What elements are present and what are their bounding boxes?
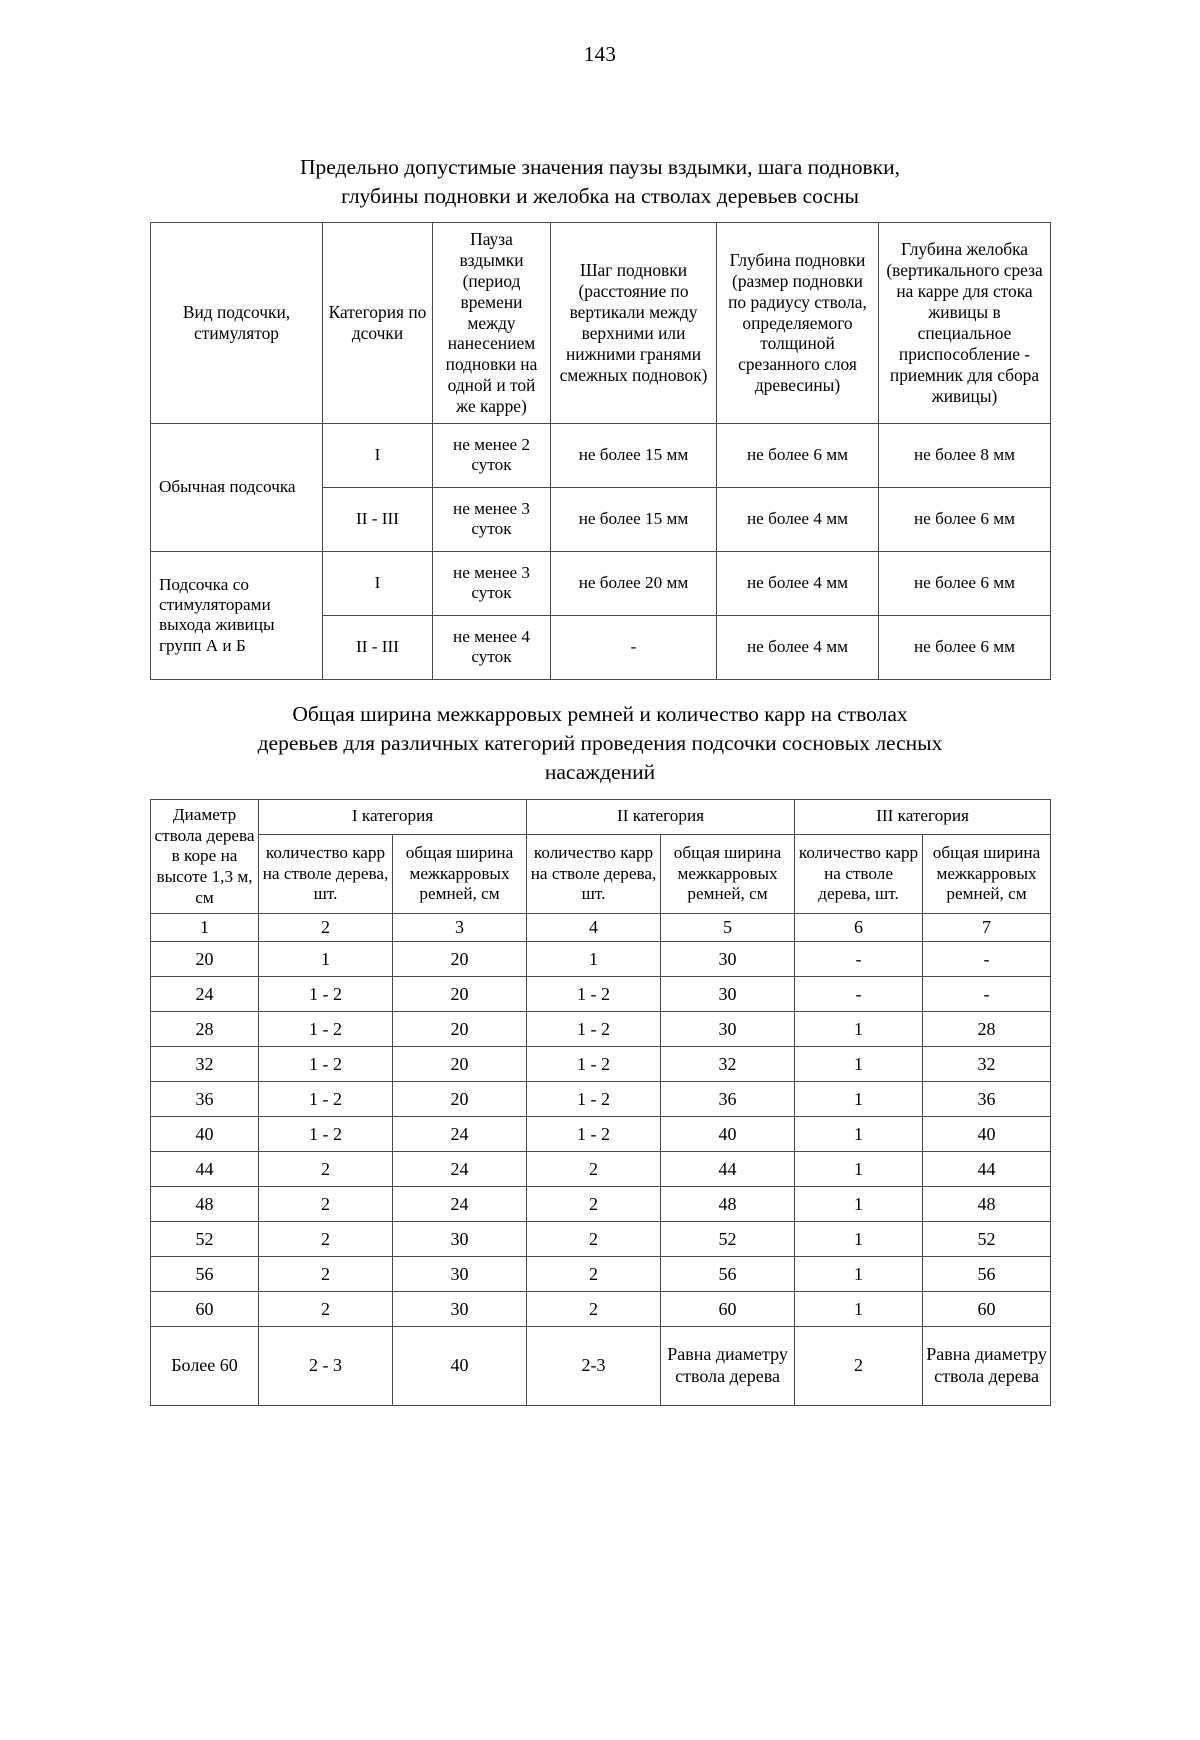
- table-cell: 1 - 2: [527, 1082, 661, 1117]
- table-cell: 36: [151, 1082, 259, 1117]
- table-row-column-numbers: [151, 914, 1051, 942]
- table-cell: 20: [393, 977, 527, 1012]
- table-limits-body: [151, 423, 1051, 679]
- table-cell: 30: [393, 1292, 527, 1327]
- table-cell: 40: [393, 1327, 527, 1406]
- table-cell: 56: [923, 1257, 1051, 1292]
- table-cell: 2: [259, 1187, 393, 1222]
- table-cell: 24: [393, 1187, 527, 1222]
- table-cell: 60: [923, 1292, 1051, 1327]
- table-cell: 1: [795, 1047, 923, 1082]
- col-number-7: 7: [923, 914, 1051, 942]
- table-cell: 28: [151, 1012, 259, 1047]
- table-cell: 2 - 3: [259, 1327, 393, 1406]
- table-cell: 1: [795, 1117, 923, 1152]
- table-cell: 1: [795, 1292, 923, 1327]
- col-header-depth: Глубина подновки (размер подновки по радиусу ствола, определяемого толщиной срезанного слоя древесины): [717, 223, 879, 424]
- table-cell: 52: [923, 1222, 1051, 1257]
- cell-depth: не более 6 мм: [717, 423, 879, 487]
- section2-title-line1: Общая ширина межкарровых ремней и количество карр на стволах: [292, 701, 908, 726]
- cell-pause: не менее 2 суток: [433, 423, 551, 487]
- table-limits: [150, 222, 1051, 680]
- table-cell: 60: [151, 1292, 259, 1327]
- table-cell: 48: [923, 1187, 1051, 1222]
- col-subheader-width-1: общая ширина межкарровых ремней, см: [393, 834, 527, 914]
- table-cell: 44: [661, 1152, 795, 1187]
- col-number-5: 5: [661, 914, 795, 942]
- cell-pause: не менее 3 суток: [433, 551, 551, 615]
- col-header-diameter: Диаметр ствола дерева в коре на высоте 1,3 м, см: [151, 799, 259, 913]
- table-cell: 32: [923, 1047, 1051, 1082]
- table-cell: 1: [795, 1257, 923, 1292]
- col-subheader-count-2: количество карр на стволе дерева, шт.: [527, 834, 661, 914]
- table-row: [151, 1152, 1051, 1187]
- col-header-groove: Глубина желобка (вертикального среза на карре для стока живицы в специальное приспособление - приемник для сбора живицы): [879, 223, 1051, 424]
- col-subheader-count-1: количество карр на стволе дерева, шт.: [259, 834, 393, 914]
- table-cell: -: [923, 977, 1051, 1012]
- section1-title: [150, 153, 1050, 211]
- table-cell: Более 60: [151, 1327, 259, 1406]
- table-row: [151, 977, 1051, 1012]
- cell-category: II - III: [323, 615, 433, 679]
- table-row-header-groups: [151, 799, 1051, 834]
- table-cell: 1 - 2: [527, 977, 661, 1012]
- table-limits-head: [151, 223, 1051, 424]
- table-cell: 1 - 2: [527, 1117, 661, 1152]
- table-cell: 2: [527, 1187, 661, 1222]
- table-cell: -: [795, 977, 923, 1012]
- table-cell: 1: [795, 1012, 923, 1047]
- table-cell: 44: [923, 1152, 1051, 1187]
- cell-groove: не более 6 мм: [879, 487, 1051, 551]
- table-row-header: [151, 223, 1051, 424]
- cell-step: не более 15 мм: [551, 487, 717, 551]
- cell-step: -: [551, 615, 717, 679]
- table-cell: Равна диаметру ствола дерева: [661, 1327, 795, 1406]
- cell-groove: не более 6 мм: [879, 615, 1051, 679]
- table-cell: 1: [527, 942, 661, 977]
- table-row: [151, 551, 1051, 615]
- cell-pause: не менее 3 суток: [433, 487, 551, 551]
- table-cell: 30: [661, 1012, 795, 1047]
- table-cell: 36: [923, 1082, 1051, 1117]
- table-cell: 32: [151, 1047, 259, 1082]
- cell-step: не более 20 мм: [551, 551, 717, 615]
- group-name-stimulated: Подсочка со стимуляторами выхода живицы групп А и Б: [151, 551, 323, 679]
- col-number-6: 6: [795, 914, 923, 942]
- table-cell: 2: [527, 1257, 661, 1292]
- table-cell: 30: [661, 942, 795, 977]
- col-group-category-3: III категория: [795, 799, 1051, 834]
- col-subheader-width-2: общая ширина межкарровых ремней, см: [661, 834, 795, 914]
- cell-category: II - III: [323, 487, 433, 551]
- table-cell: 20: [393, 1047, 527, 1082]
- table-row: [151, 1117, 1051, 1152]
- table-cell: 1 - 2: [259, 1012, 393, 1047]
- section1-title-line2: глубины подновки и желобка на стволах деревьев сосны: [341, 184, 859, 209]
- table-cell: 30: [661, 977, 795, 1012]
- cell-depth: не более 4 мм: [717, 487, 879, 551]
- table-cell: 40: [151, 1117, 259, 1152]
- table-cell: 56: [151, 1257, 259, 1292]
- col-header-step: Шаг подновки (расстояние по вертикали между верхними или нижними гранями смежных подновок): [551, 223, 717, 424]
- page-number: 143: [583, 42, 617, 66]
- table-cell: 1: [795, 1187, 923, 1222]
- table-cell: 1 - 2: [259, 1117, 393, 1152]
- cell-pause: не менее 4 суток: [433, 615, 551, 679]
- table-cell: 20: [393, 1082, 527, 1117]
- table-cell: 20: [393, 1012, 527, 1047]
- table-cell: 24: [393, 1152, 527, 1187]
- table-cell: 28: [923, 1012, 1051, 1047]
- table-cell: 30: [393, 1257, 527, 1292]
- table-row: [151, 1082, 1051, 1117]
- table-row: [151, 1257, 1051, 1292]
- col-number-3: 3: [393, 914, 527, 942]
- col-header-type: Вид подсочки, стимулятор: [151, 223, 323, 424]
- col-group-category-1: I категория: [259, 799, 527, 834]
- table-widths: [150, 799, 1051, 1406]
- col-subheader-width-3: общая ширина межкарровых ремней, см: [923, 834, 1051, 914]
- table-cell: 2-3: [527, 1327, 661, 1406]
- table-cell: 52: [661, 1222, 795, 1257]
- cell-groove: не более 8 мм: [879, 423, 1051, 487]
- col-subheader-count-3: количество карр на стволе дерева, шт.: [795, 834, 923, 914]
- table-cell: 36: [661, 1082, 795, 1117]
- table-cell: 60: [661, 1292, 795, 1327]
- table-cell: 2: [259, 1292, 393, 1327]
- section1-title-line1: Предельно допустимые значения паузы вздымки, шага подновки,: [300, 155, 900, 179]
- cell-depth: не более 4 мм: [717, 615, 879, 679]
- col-header-pause: Пауза вздымки (период времени между нанесением подновки на одной и той же карре): [433, 223, 551, 424]
- table-cell: 2: [527, 1292, 661, 1327]
- table-cell: 2: [259, 1222, 393, 1257]
- col-number-4: 4: [527, 914, 661, 942]
- table-cell: 1 - 2: [259, 1047, 393, 1082]
- cell-category: I: [323, 551, 433, 615]
- col-group-category-2: II категория: [527, 799, 795, 834]
- cell-depth: не более 4 мм: [717, 551, 879, 615]
- table-cell: 20: [393, 942, 527, 977]
- table-cell: 52: [151, 1222, 259, 1257]
- table-row-header-sub: [151, 834, 1051, 914]
- cell-groove: не более 6 мм: [879, 551, 1051, 615]
- table-cell: 48: [661, 1187, 795, 1222]
- section2-title: [150, 700, 1050, 787]
- table-cell: 40: [661, 1117, 795, 1152]
- table-widths-head: [151, 799, 1051, 941]
- table-cell: 2: [259, 1152, 393, 1187]
- table-cell: 2: [527, 1222, 661, 1257]
- table-cell: 2: [527, 1152, 661, 1187]
- table-cell: 2: [259, 1257, 393, 1292]
- table-cell: 2: [795, 1327, 923, 1406]
- table-row: [151, 1292, 1051, 1327]
- document-page: [0, 42, 1200, 1740]
- table-cell: 30: [393, 1222, 527, 1257]
- page-content: [150, 153, 1050, 1406]
- table-cell: 1 - 2: [259, 1082, 393, 1117]
- cell-step: не более 15 мм: [551, 423, 717, 487]
- table-cell: 40: [923, 1117, 1051, 1152]
- col-number-1: 1: [151, 914, 259, 942]
- group-name-ordinary: Обычная подсочка: [151, 423, 323, 551]
- col-header-category: Категория подсочки: [323, 223, 433, 424]
- table-row: [151, 1047, 1051, 1082]
- table-row: [151, 1222, 1051, 1257]
- col-number-2: 2: [259, 914, 393, 942]
- table-cell: Равна диаметру ствола дерева: [923, 1327, 1051, 1406]
- table-cell: -: [923, 942, 1051, 977]
- table-cell: 56: [661, 1257, 795, 1292]
- table-row: [151, 1012, 1051, 1047]
- table-cell: 1 - 2: [527, 1012, 661, 1047]
- section2-title-line2: деревьев для различных категорий проведения подсочки сосновых лесных: [257, 730, 943, 755]
- cell-category: I: [323, 423, 433, 487]
- table-cell: 24: [151, 977, 259, 1012]
- table-cell: 1: [795, 1222, 923, 1257]
- table-cell: -: [795, 942, 923, 977]
- table-cell: 1: [259, 942, 393, 977]
- table-row: [151, 942, 1051, 977]
- table-row: [151, 1187, 1051, 1222]
- table-cell: 1 - 2: [259, 977, 393, 1012]
- section2-title-line3: насаждений: [544, 759, 656, 784]
- table-row: [151, 423, 1051, 487]
- table-cell: 44: [151, 1152, 259, 1187]
- table-cell: 32: [661, 1047, 795, 1082]
- table-cell: 20: [151, 942, 259, 977]
- table-cell: 48: [151, 1187, 259, 1222]
- table-cell: 24: [393, 1117, 527, 1152]
- table-cell: 1: [795, 1082, 923, 1117]
- table-cell: 1: [795, 1152, 923, 1187]
- table-widths-body: [151, 942, 1051, 1406]
- table-row: [151, 1327, 1051, 1406]
- table-cell: 1 - 2: [527, 1047, 661, 1082]
